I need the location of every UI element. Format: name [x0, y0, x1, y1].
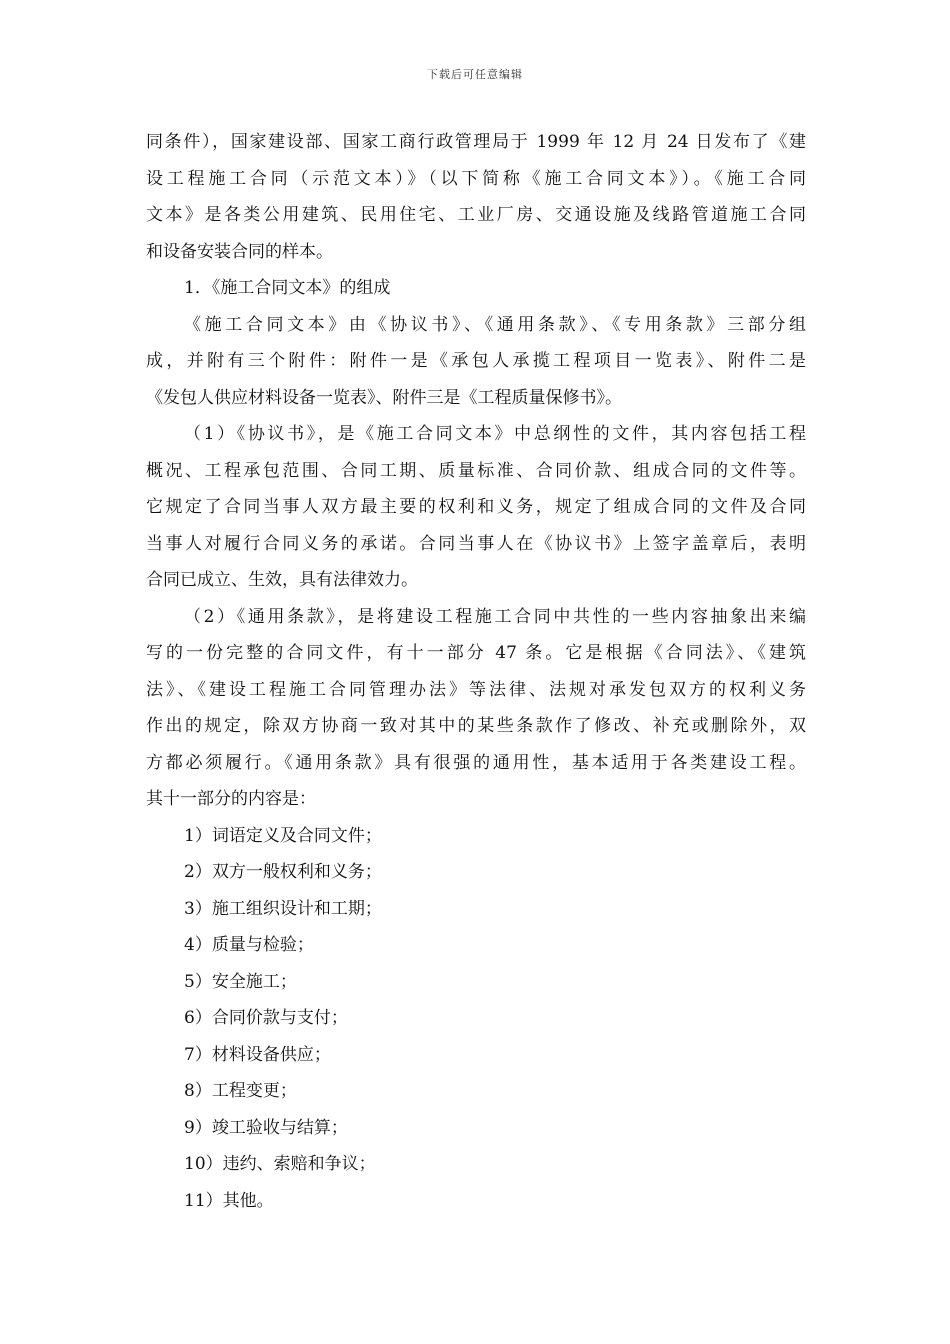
page-header-note: 下载后可任意编辑 — [427, 68, 523, 81]
list-item: 7）材料设备供应； — [184, 1044, 331, 1065]
text-line: 成，并附有三个附件：附件一是《承包人承揽工程项目一览表》、附件二是 — [146, 351, 806, 371]
document-body — [146, 124, 806, 1219]
text-line: 作出的规定，除双方协商一致对其中的某些条款作了修改、补充或删除外，双 — [146, 716, 806, 736]
text-line: 法》、《建设工程施工合同管理办法》等法律、法规对承发包双方的权利义务 — [146, 679, 806, 700]
text-line: 写的一份完整的合同文件，有十一部分 47 条。它是根据《合同法》、《建筑 — [146, 643, 806, 663]
text-line: 其十一部分的内容是： — [146, 789, 316, 809]
text-line: 和设备安装合同的样本。 — [146, 241, 333, 262]
text-line: 同条件），国家建设部、国家工商行政管理局于 1999 年 12 月 24 日发布了《建 — [146, 132, 806, 152]
list-item: 10）违约、索赔和争议； — [184, 1154, 376, 1174]
list-item: 11）其他。 — [184, 1190, 274, 1211]
list-item: 2）双方一般权利和义务； — [184, 862, 382, 882]
text-line: 方都必须履行。《通用条款》具有很强的通用性，基本适用于各类建设工程。 — [146, 752, 806, 773]
section-heading: 1．《施工合同文本》的组成 — [184, 278, 391, 298]
text-line: （1）《协议书》，是《施工合同文本》中总纲性的文件，其内容包括工程 — [184, 424, 806, 444]
list-item: 1）词语定义及合同文件； — [184, 825, 382, 846]
text-line: 设工程施工合同（示范文本）》（以下简称《施工合同文本》）。《施工合同 — [146, 168, 806, 189]
list-item: 3）施工组织设计和工期； — [184, 898, 382, 919]
text-line: 《施工合同文本》由《协议书》、《通用条款》、《专用条款》三部分组 — [184, 314, 806, 335]
list-item: 4）质量与检验； — [184, 935, 314, 955]
list-item: 8）工程变更； — [184, 1081, 297, 1101]
text-line: 合同已成立、生效，具有法律效力。 — [146, 570, 418, 590]
text-line: （2）《通用条款》，是将建设工程施工合同中共性的一些内容抽象出来编 — [184, 606, 806, 627]
list-item: 9）竣工验收与结算； — [184, 1117, 348, 1138]
list-item: 5）安全施工； — [184, 971, 297, 992]
text-line: 《发包人供应材料设备一览表》、附件三是《工程质量保修书》。 — [146, 387, 622, 408]
text-line: 文本》是各类公用建筑、民用住宅、工业厂房、交通设施及线路管道施工合同 — [146, 205, 806, 225]
list-item: 6）合同价款与支付； — [184, 1008, 348, 1028]
text-line: 概况、工程承包范围、合同工期、质量标准、合同价款、组成合同的文件等。 — [146, 460, 806, 481]
text-line: 它规定了合同当事人双方最主要的权利和义务，规定了组成合同的文件及合同 — [146, 497, 806, 517]
text-line: 当事人对履行合同义务的承诺。合同当事人在《协议书》上签字盖章后，表明 — [146, 533, 806, 554]
